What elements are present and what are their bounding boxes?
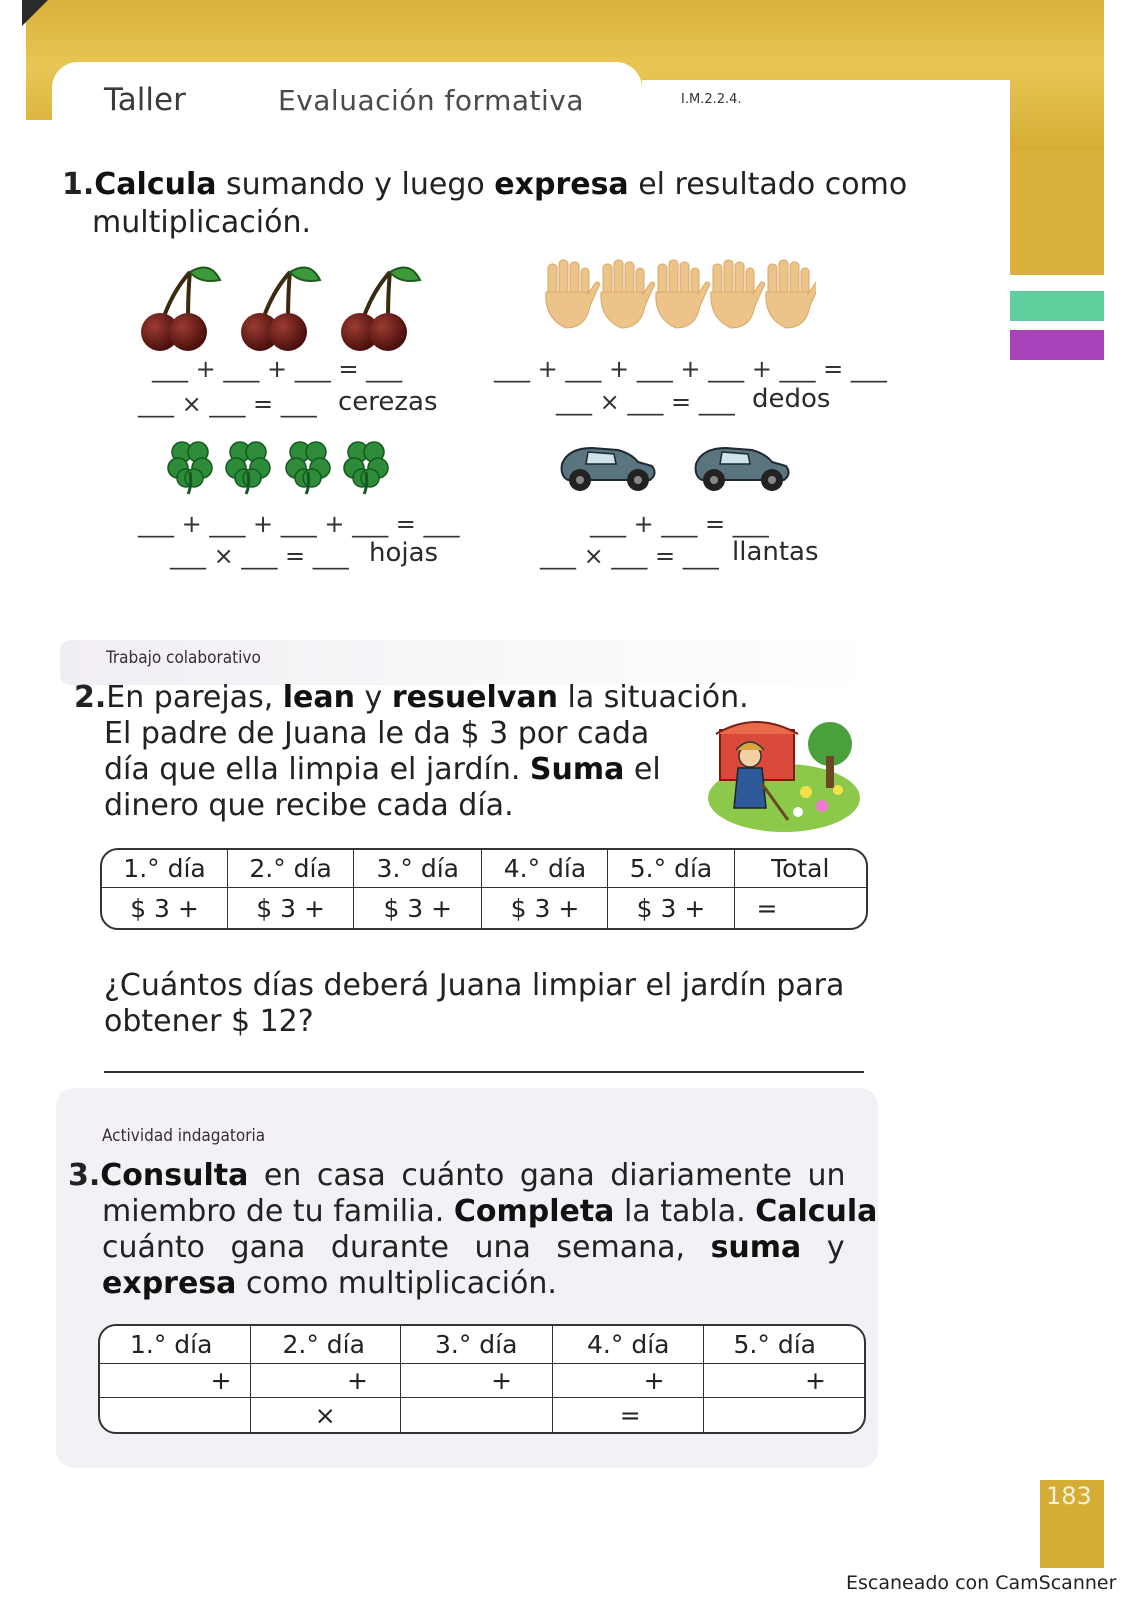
q1-word-expresa: expresa	[494, 167, 629, 202]
q3-result-equals[interactable]: =	[553, 1398, 704, 1432]
q3-line3	[102, 1229, 845, 1266]
cars-icon	[558, 440, 798, 496]
q3-header-day5: 5.° día	[704, 1326, 864, 1364]
q3-cell-day3[interactable]: +	[401, 1364, 553, 1398]
q3-line1	[68, 1157, 846, 1194]
q2-header-day1: 1.° día	[102, 850, 228, 888]
tab-evaluacion: Evaluación formativa	[278, 84, 584, 117]
cherries-mult: ___ × ___ = ___	[138, 390, 317, 418]
q2-header-total: Total	[735, 850, 866, 888]
purple-marker	[1010, 330, 1104, 360]
research-tag: Actividad indagatoria	[102, 1126, 266, 1146]
q3-result-cell1[interactable]	[100, 1398, 251, 1432]
q3-result-times[interactable]: ×	[251, 1398, 402, 1432]
q3-cell-day1[interactable]: +	[100, 1364, 251, 1398]
q1-instruction	[62, 166, 907, 203]
q2-word-resuelvan: resuelvan	[391, 680, 558, 715]
q2-text: día que ella limpia el jardín.	[104, 752, 530, 787]
header-tab	[52, 62, 642, 182]
q3-header-day3: 3.° día	[401, 1326, 553, 1364]
q3-text: en casa cuánto gana diariamente un	[248, 1158, 846, 1193]
clovers-unit: hojas	[369, 538, 439, 568]
cherries-unit: cerezas	[338, 387, 438, 417]
q3-number: 3.	[68, 1158, 101, 1193]
hands-icon	[536, 258, 816, 338]
hands-sum: ___ + ___ + ___ + ___ + ___ = ___	[494, 355, 887, 383]
answer-line[interactable]	[104, 1071, 864, 1073]
q3-text: cuánto gana durante una semana,	[102, 1230, 711, 1265]
q3-word-calcula: Calcula	[755, 1194, 878, 1229]
q2-table	[100, 848, 868, 930]
q2-line4: dinero que recibe cada día.	[104, 788, 514, 823]
clovers-icon	[164, 438, 404, 498]
q3-word-consulta: Consulta	[100, 1158, 249, 1193]
hands-mult: ___ × ___ = ___	[556, 388, 735, 416]
cars-unit: llantas	[732, 537, 819, 567]
q1-number: 1.	[62, 167, 95, 202]
q3-text: miembro de tu familia.	[102, 1194, 454, 1229]
q3-result-cell5[interactable]	[704, 1398, 864, 1432]
q3-cell-day4[interactable]: +	[553, 1364, 704, 1398]
q2-text: y	[355, 680, 392, 715]
q3-text: como multiplicación.	[236, 1266, 557, 1301]
q3-line2	[102, 1193, 877, 1230]
q2-line1	[74, 679, 749, 716]
cars-mult: ___ × ___ = ___	[540, 542, 719, 570]
q2-cell-day2[interactable]: $ 3 +	[228, 888, 354, 928]
q3-text: la tabla.	[614, 1194, 756, 1229]
q1-text: el resultado como	[628, 167, 908, 202]
q3-word-suma: suma	[710, 1230, 802, 1265]
q2-number: 2.	[74, 680, 107, 715]
q3-result-cell3[interactable]	[401, 1398, 553, 1432]
q3-header-day4: 4.° día	[553, 1326, 704, 1364]
q3-word-completa: Completa	[453, 1194, 615, 1229]
q2-header-day3: 3.° día	[354, 850, 482, 888]
skill-code: I.M.2.2.4.	[681, 92, 742, 107]
q2-question-line1: ¿Cuántos días deberá Juana limpiar el jardín para	[104, 968, 845, 1003]
q2-word-lean: lean	[282, 680, 355, 715]
cherries-icon	[140, 262, 440, 358]
hands-unit: dedos	[752, 384, 831, 414]
q3-header-day2: 2.° día	[251, 1326, 402, 1364]
teal-marker	[1010, 291, 1104, 321]
page-number: 183	[1046, 1482, 1092, 1510]
q3-word-expresa: expresa	[102, 1266, 237, 1301]
cherries-sum: ___ + ___ + ___ = ___	[152, 355, 403, 383]
side-band	[1010, 150, 1104, 275]
q1-text: sumando y luego	[216, 167, 495, 202]
q2-header-day4: 4.° día	[482, 850, 608, 888]
q1-instruction-line2: multiplicación.	[92, 205, 311, 240]
garden-illustration	[706, 716, 862, 834]
q2-header-day5: 5.° día	[608, 850, 734, 888]
q2-line3	[104, 751, 661, 788]
collab-tag: Trabajo colaborativo	[106, 648, 261, 668]
q2-cell-day1[interactable]: $ 3 +	[102, 888, 228, 928]
q3-cell-day5[interactable]: +	[704, 1364, 864, 1398]
q2-header-day2: 2.° día	[228, 850, 354, 888]
q2-cell-day3[interactable]: $ 3 +	[354, 888, 482, 928]
q2-line2: El padre de Juana le da $ 3 por cada	[104, 716, 650, 751]
q2-text: En parejas,	[106, 680, 283, 715]
q3-header-day1: 1.° día	[100, 1326, 251, 1364]
q3-cell-day2[interactable]: +	[251, 1364, 402, 1398]
q2-question-line2: obtener $ 12?	[104, 1004, 314, 1039]
q2-cell-day4[interactable]: $ 3 +	[482, 888, 608, 928]
q3-text: y	[801, 1230, 845, 1265]
q1-word-calcula: Calcula	[94, 167, 217, 202]
cars-sum: ___ + ___ = ___	[590, 510, 769, 538]
q2-cell-total[interactable]: =	[756, 893, 778, 923]
tab-taller: Taller	[104, 82, 186, 118]
q3-table	[98, 1324, 866, 1434]
scanner-watermark: Escaneado con CamScanner	[846, 1572, 1117, 1594]
clovers-mult: ___ × ___ = ___	[170, 542, 349, 570]
q2-word-suma: Suma	[529, 752, 625, 787]
q2-cell-day5[interactable]: $ 3 +	[608, 888, 734, 928]
clovers-sum: ___ + ___ + ___ + ___ = ___	[138, 510, 460, 538]
q2-text: el	[624, 752, 661, 787]
q2-text: la situación.	[557, 680, 749, 715]
q3-line4	[102, 1265, 557, 1302]
